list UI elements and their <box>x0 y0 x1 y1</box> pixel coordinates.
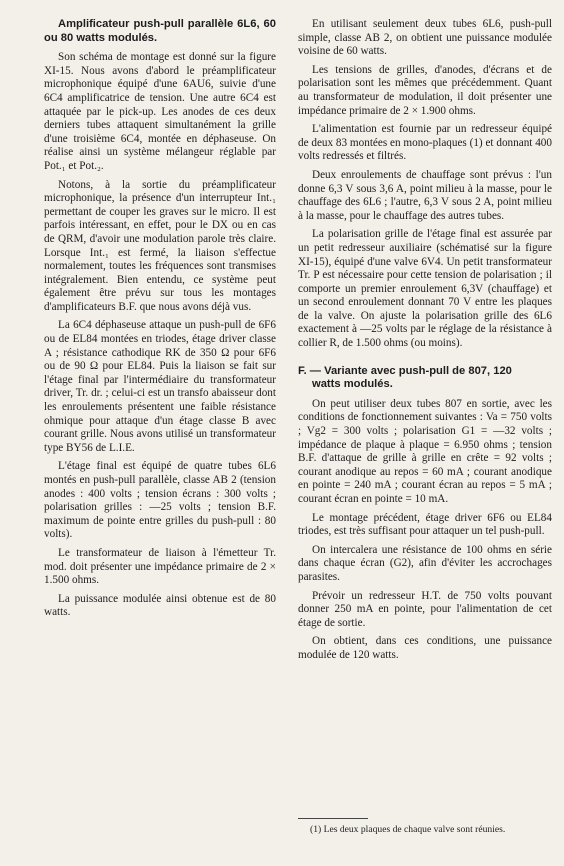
paragraph: On obtient, dans ces conditions, une puissance modulée de 120 watts. <box>298 635 552 661</box>
paragraph: Les tensions de grilles, d'anodes, d'écrans et de polarisation sont les mêmes que précédemment. Quant au transformateur de modulation, il doit présenter une impédance primaire de 2 × 1.900 ohms. <box>298 63 552 117</box>
footnote-divider <box>298 818 368 819</box>
paragraph: Son schéma de montage est donné sur la figure XI-15. Nous avons d'abord le préamplificateur microphonique équipé d'une 6AU6, suivie d'une 6C4 amplificatrice de tension. Une autre 6C4 est attaquée par le pick-up. Les anodes de ces deux derniers tubes attaquent simultanément la grille d'une troisième 6C4, montée en déphaseuse. On réalise ainsi un système mélangeur réglable par Pot.₁ et Pot.₂. <box>44 51 276 172</box>
paragraph: En utilisant seulement deux tubes 6L6, push-pull simple, classe AB 2, on obtient une puissance modulée voisine de 60 watts. <box>298 18 552 58</box>
section-heading-807 <box>298 365 552 392</box>
paragraph: Notons, à la sortie du préamplificateur microphonique, la présence d'un interrupteur Int.₁ permettant de couper les graves sur le micro. Il est parfois intéressant, en effet, pour le DX ou en cas de QRM, d'avoir une modulation parole très claire. Lorsque Int.₁ est fermé, la liaison s'effectue normalement, toutes les fréquences sont transmises intégralement. Bien entendu, ce système peut également être prévu sur tous les montages d'amplificateurs B.F. que nous avons déjà vus. <box>44 178 276 313</box>
section-heading-6l6: Amplificateur push-pull parallèle 6L6, 60 ou 80 watts modulés. <box>44 18 276 44</box>
paragraph: On peut utiliser deux tubes 807 en sortie, avec les conditions de fonctionnement suivantes : Va = 750 volts ; Vg2 = 300 volts ; polarisation G1 = —32 volts ; impédance de plaque à plaque = 6.950 ohms ; tension B.F. d'attaque de grille à grille en crête = 92 volts ; courant anodique au repos = 60 mA ; courant anodique en pointe = 240 mA ; courant écran au repos = 5 mA ; courant écran en pointe = 10 mA. <box>298 397 552 505</box>
paragraph: Le transformateur de liaison à l'émetteur Tr. mod. doit présenter une impédance primaire de 2 × 1.500 ohms. <box>44 546 276 587</box>
footnote: (1) Les deux plaques de chaque valve sont réunies. <box>310 824 506 835</box>
paragraph: L'étage final est équipé de quatre tubes 6L6 montés en push-pull parallèle, classe AB 2 (tension anodes : 400 volts ; tension écrans : 300 volts ; polarisation grilles : —25 volts ; tension B.F. maximum de pointe entre grilles du push-pull : 80 volts). <box>44 460 276 541</box>
paragraph: La polarisation grille de l'étage final est assurée par un petit redresseur auxiliaire (schématisé sur la figure XI-15), équipé d'une valve 6V4. Un petit transformateur Tr. P est nécessaire pour cette tension de polarisation ; il comporte un premier enroulement 6,3V (chauffage) et un second enroulement donnant 70 V entre les plaques de la valve. On ajuste la polarisation grille des 6L6 exactement à —25 volts par le réglage de la résistance à collier R, de 1.500 ohms (ou moins). <box>298 228 552 350</box>
heading-line: watts modulés. <box>312 378 393 391</box>
left-column <box>44 18 276 625</box>
paragraph: On intercalera une résistance de 100 ohms en série dans chaque écran (G2), afin d'éviter les accrochages parasites. <box>298 543 552 583</box>
paragraph: Prévoir un redresseur H.T. de 750 volts pouvant donner 250 mA en pointe, pour l'alimentation de cet étage de sortie. <box>298 589 552 629</box>
paragraph: L'alimentation est fournie par un redresseur équipé de deux 83 montées en mono-plaques (1) et donnant 400 volts redressés et filtrés. <box>298 123 552 163</box>
paragraph: Deux enroulements de chauffage sont prévus : l'un donne 6,3 V sous 3,6 A, point milieu à la masse, pour le chauffage des 6L6 ; l'autre, 6,3 V sous 2 A, point milieu à la masse, pour le chauffage des autres tubes. <box>298 168 552 222</box>
paragraph: Le montage précédent, étage driver 6F6 ou EL84 triodes, est très suffisant pour attaquer un tel push-pull. <box>298 511 552 538</box>
right-column <box>298 18 552 668</box>
heading-line: F. — Variante avec push-pull de 807, 120 <box>298 364 512 377</box>
paragraph: La puissance modulée ainsi obtenue est de 80 watts. <box>44 592 276 619</box>
paragraph: La 6C4 déphaseuse attaque un push-pull de 6F6 ou de EL84 montées en triodes, étage driver classe A ; résistance cathodique RK de 350 Ω pour 6F6 ou de 90 Ω pour EL84. Puis la liaison se fait sur l'étage final par l'intermédiaire du transformateur driver, Tr. dr. ; celui-ci est un transfo abaisseur dont les enroulements présentent une faible résistance ohmique pour attaque d'un étage classe B avec courant grille. Nous avons utilisé un transformateur type BY56 de L.I.E. <box>44 319 276 454</box>
